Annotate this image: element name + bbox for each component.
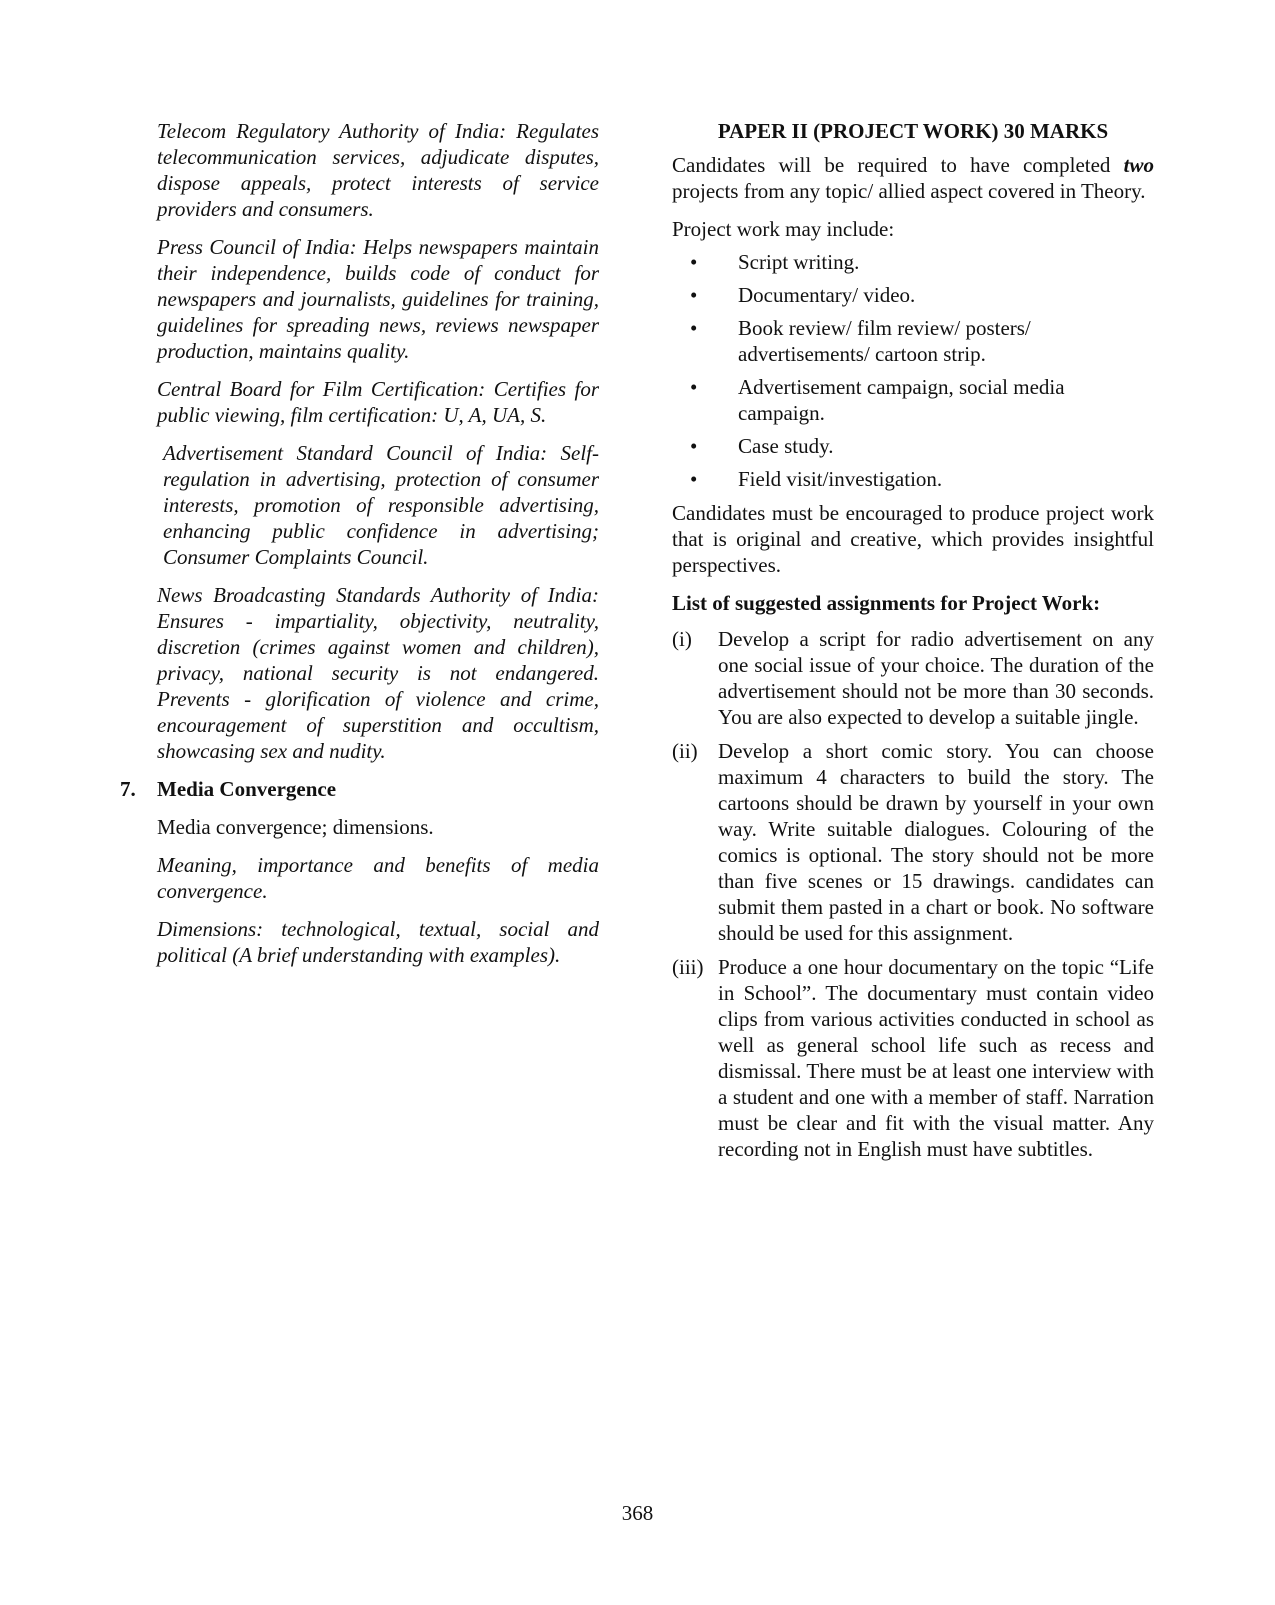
assignment-item: (iii) Produce a one hour documentary on the topic “Life in School”. The documentary must contain video clips from various activities conducted in school as well as general school life such as recess and dismissal. There must be at least one interview with a student and one with a member of staff. Narration must be clear and fit with the visual matter. Any recording not in English must have subtitles. xyxy=(672,955,1154,1161)
list-item: • Documentary/ video. xyxy=(690,283,916,307)
right-column xyxy=(672,118,1154,1170)
cbfc-paragraph: Central Board for Film Certification: Certifies for public viewing, film certification: U, A, UA, S. xyxy=(157,377,599,427)
press-council-paragraph: Press Council of India: Helps newspapers maintain their independence, builds code of conduct for newspapers and journalists, guidelines for training, guidelines for spreading news, reviews newspaper production, maintains quality. xyxy=(157,235,599,363)
assignment-item: (i) Develop a script for radio advertisement on any one social issue of your choice. The duration of the advertisement should not be more than 30 seconds. You are also expected to develop a suitable jingle. xyxy=(672,627,1154,729)
assignment-item: (ii) Develop a short comic story. You can choose maximum 4 characters to build the story. The cartoons should be drawn by yourself in your own way. Write suitable dialogues. Colouring of the comics is optional. The story should not be more than five scenes or 15 drawings. candidates can submit them pasted in a chart or book. No software should be used for this assignment. xyxy=(672,739,1154,945)
assignment-number: (ii) xyxy=(672,739,698,763)
bullet-icon: • xyxy=(690,467,698,491)
trai-paragraph: Telecom Regulatory Authority of India: Regulates telecommunication services, adjudicate disputes, dispose appeals, protect interests of service providers and consumers. xyxy=(157,119,599,221)
list-item: • Script writing. xyxy=(690,250,860,274)
assignment-number: (iii) xyxy=(672,955,704,979)
assignment-number: (i) xyxy=(672,627,692,651)
bullet-icon: • xyxy=(690,375,698,399)
nbsa-paragraph: News Broadcasting Standards Authority of India: Ensures - impartiality, objectivity, neutrality, discretion (crimes against women and children), privacy, national security is not endangered. Prevents - glorification of violence and crime, encouragement of superstition and occultism, showcasing sex and nudity. xyxy=(157,583,599,763)
bullet-icon: • xyxy=(690,250,698,274)
asci-paragraph: Advertisement Standard Council of India: Self-regulation in advertising, protection of consumer interests, promotion of responsible advertising, enhancing public confidence in advertising; Consumer Complaints Council. xyxy=(163,441,599,569)
paper-heading: PAPER II (PROJECT WORK) 30 MARKS xyxy=(717,119,1109,143)
list-item: • Field visit/investigation. xyxy=(690,467,943,491)
bullet-icon: • xyxy=(690,283,698,307)
list-item: • Case study. xyxy=(690,434,834,458)
left-column xyxy=(120,118,599,980)
section-intro: Media convergence; dimensions. xyxy=(157,815,434,839)
list-item: • Advertisement campaign, social media campaign. xyxy=(690,375,1065,425)
page-number: 368 xyxy=(621,1501,654,1525)
section-title: Media Convergence xyxy=(157,777,337,801)
assignment-list xyxy=(672,626,1154,1162)
encourage-paragraph: Candidates must be encouraged to produce project work that is original and creative, which provides insightful perspectives. xyxy=(672,501,1154,577)
section-number: 7. xyxy=(120,777,136,801)
section-item-dimensions: Dimensions: technological, textual, social and political (A brief understanding with examples). xyxy=(157,917,599,967)
assignments-heading: List of suggested assignments for Project Work: xyxy=(672,591,1101,615)
project-type-list xyxy=(672,249,1154,492)
intro-emphasis: two xyxy=(1123,153,1154,177)
bullet-icon: • xyxy=(690,434,698,458)
intro-before: Candidates will be required to have completed xyxy=(672,153,1124,177)
intro-paragraph xyxy=(672,152,1154,204)
may-include-line: Project work may include: xyxy=(672,217,895,241)
list-item: • Book review/ film review/ posters/ advertisements/ cartoon strip. xyxy=(690,316,1031,366)
bullet-icon: • xyxy=(690,316,698,340)
section-heading xyxy=(120,776,599,802)
section-item-meaning: Meaning, importance and benefits of media convergence. xyxy=(157,853,599,903)
intro-after: projects from any topic/ allied aspect covered in Theory. xyxy=(672,179,1146,203)
